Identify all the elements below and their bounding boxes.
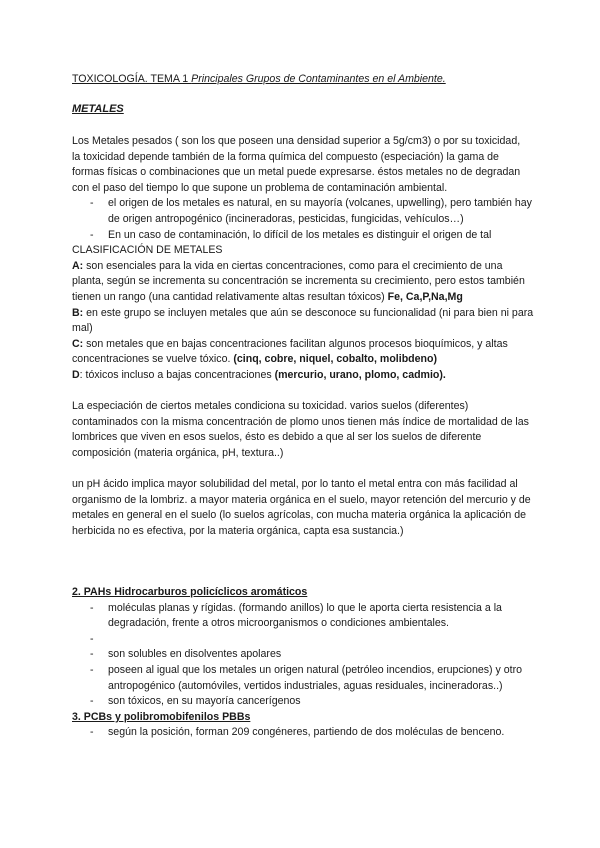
clasificacion-title: CLASIFICACIÓN DE METALES — [72, 244, 223, 257]
spacer — [72, 632, 534, 648]
class-d-elements: (mercurio, urano, plomo, cadmio). — [274, 368, 446, 381]
pahs-heading: 2. PAHs Hidrocarburos policíclicos aromáticos — [72, 586, 308, 598]
pahs-bullet: - poseen al igual que los metales un origen natural (petróleo incendios, erupciones) y otro antropogénico (automóviles, vertidos industriales, aguas residuales, incineradoras..) — [72, 663, 534, 694]
metales-intro-2: la toxicidad depende también de la forma química del compuesto (especiación) la gama de formas físicas o combinaciones que un metal puede expresarse. éstos metales no de degradan con el paso del tiempo lo que supone un problema de contaminación ambiental. — [72, 150, 521, 194]
class-a-paragraph — [72, 259, 534, 306]
class-d-paragraph — [72, 368, 534, 384]
class-d-label: D — [72, 368, 80, 381]
metales-intro-1: Los Metales pesados ( son los que poseen una densidad superior a 5g/cm3) o por su toxicidad, — [72, 135, 521, 147]
pahs-bullet-list — [72, 601, 534, 710]
class-a-text: son esenciales para la vida en ciertas concentraciones, como para el crecimiento de una planta, según se incrementa su concentración se incrementa su crecimiento, pero estos también tienen un rango (una cantidad relativamente altas resultan tóxicos) — [72, 259, 525, 303]
pahs-section — [72, 585, 534, 741]
class-b-text: en este grupo se incluyen metales que aún se desconoce su funcionalidad (ni para bien ni para mal) — [72, 306, 534, 335]
spacer — [72, 384, 534, 400]
metales-bullet-list — [72, 196, 534, 243]
document-title — [72, 72, 534, 88]
ph-paragraph: un pH ácido implica mayor solubilidad del metal, por lo tanto el metal entra con más facilidad al organismo de la lombriz. a mayor materia orgánica en el suelo, mayor retención del mercurio y de metales en general en el suelo (lo suelos agrícolas, con mucha materia orgánica la aplicación de herbicida no es efectiva, por la materia orgánica, capta esa sustancia.) — [72, 478, 531, 537]
metales-bullet: - En un caso de contaminación, lo difícil de los metales es distinguir el origen de tal — [72, 228, 534, 244]
metales-bullet: - el origen de los metales es natural, en su mayoría (volcanes, upwelling), pero también hay de origen antropogénico (incineradoras, pesticidas, fungicidas, vehículos…) — [72, 196, 534, 227]
metales-heading: METALES — [72, 103, 124, 115]
metales-section — [72, 134, 534, 539]
class-c-elements: (cinq, cobre, niquel, cobalto, molibdeno) — [233, 353, 437, 366]
spacer — [72, 461, 534, 477]
pcbs-bullet-list — [72, 725, 534, 741]
pcbs-bullet: - según la posición, forman 209 congéneres, partiendo de dos moléculas de benceno. — [72, 725, 534, 741]
class-b-label: B: — [72, 306, 84, 319]
class-b-paragraph — [72, 306, 534, 337]
pcbs-heading: 3. PCBs y polibromobifenilos PBBs — [72, 710, 251, 723]
class-a-label: A: — [72, 259, 84, 272]
pahs-bullet: - son solubles en disolventes apolares — [72, 647, 534, 663]
class-c-text: son metales que en bajas concentraciones facilitan algunos procesos bioquímicos, y altas concentraciones se vuelve tóxico. — [72, 337, 508, 366]
title-prefix: TOXICOLOGÍA. TEMA 1 — [72, 73, 192, 85]
pahs-bullet: - son tóxicos, en su mayoría cancerígenos — [72, 694, 534, 710]
especiacion-paragraph: La especiación de ciertos metales condiciona su toxicidad. varios suelos (diferentes) contaminados con la misma concentración de plomo unos tienen más índice de mortalidad de las lombrices que viven en esos suelos, ésto es debido a que al ser los suelos de diferente composición (materia orgánica, pH, textura..) — [72, 400, 529, 459]
class-d-text: : tóxicos incluso a bajas concentraciones — [79, 368, 275, 381]
class-c-label: C: — [72, 337, 84, 350]
class-c-paragraph — [72, 337, 534, 368]
pahs-bullet: - moléculas planas y rígidas. (formando anillos) lo que le aporta cierta resistencia a la degradación, frente a otros microorganismos o condiciones ambientales. — [72, 601, 534, 632]
class-a-elements: Fe, Ca,P,Na,Mg — [387, 290, 463, 303]
title-subtitle: Principales Grupos de Contaminantes en el Ambiente. — [191, 73, 446, 85]
